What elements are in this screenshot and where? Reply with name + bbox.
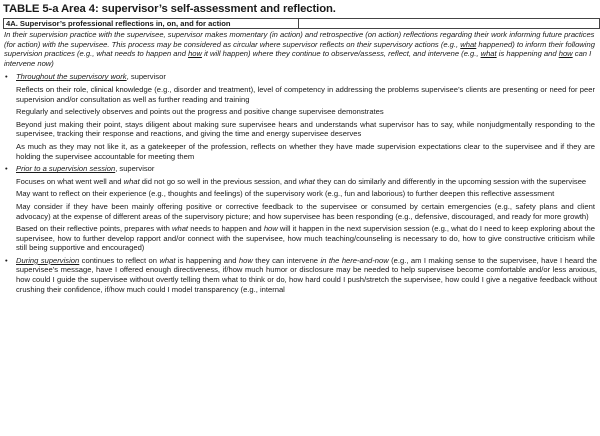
text-run: is happening and [175, 255, 239, 265]
emphasis-here-and-now: in the here-and-now [320, 255, 389, 265]
bullet-dot: • [5, 72, 8, 82]
reflection-item: Regularly and selectively observes and points out the progress and positive change supervisee demonstrates [16, 107, 384, 117]
intro-how-1: how [188, 49, 202, 59]
table-header-cell-2 [299, 19, 600, 29]
bullet-lead: During supervision [16, 255, 80, 265]
intro-how-2: how [558, 49, 573, 59]
emphasis-what: what [298, 176, 315, 186]
bullet-dot: • [5, 164, 8, 174]
intro-text-4: is happening and [496, 49, 559, 59]
bullet-rest: , supervisor [126, 72, 166, 82]
text-run: Focuses on what went well and [16, 176, 124, 186]
text-run: they can do similarly and differently in the upcoming session with the supervisee [314, 176, 587, 186]
emphasis-what: what [159, 255, 176, 265]
reflection-item: May consider if they have been mainly offering positive or corrective feedback to the supervisee or consumed by certain emergencies (e.g., safety plans and client advocacy) at the expense of different areas of the supervisory picture; and how supervisee has been responding (e.g., defensive, discouraged, and ready for more growth) [16, 201, 595, 221]
emphasis-what: what [123, 176, 140, 186]
intro-what-1: what [460, 39, 477, 49]
bullet-lead: Prior to a supervision session [16, 164, 116, 174]
table-title: TABLE 5-a Area 4: supervisor’s self-assessment and reflection. [3, 3, 336, 15]
intro-paragraph [4, 30, 597, 68]
text-run: needs to happen and [188, 224, 264, 234]
text-run: continues to reflect on [79, 255, 160, 265]
reflection-item [16, 177, 597, 187]
reflection-item [16, 224, 597, 253]
intro-text-3: it will happen) where they continue to observe/assess, reflect, and intervene (e.g., [202, 49, 481, 59]
reflection-item: May want to reflect on their experience (e.g., thoughts and feelings) of the supervisory work (e.g., fun and laborious) to further deepen this reflective assessment [16, 189, 555, 199]
intro-text-2: happened) to inform their following supervision practices (e.g., what needs to happen and [4, 39, 595, 59]
table-header [3, 18, 600, 29]
text-run: Based on their reflective points, prepares with [16, 224, 172, 234]
text-run: did not go so well in the previous session, and [139, 176, 299, 186]
text-run: (e.g., am I making sense to the supervisee, have I heard the supervisee’s message, have I offered enough directiveness, if/how much humor or disclosure may be needed to help supervisee become comfortable and/or less anxious, how could I guide the supervisee without overtly telling them what to think or do, how hard could I push/stretch the supervisee, how could I give a negative feedback without crushing their confidence, if/how much could I model transparency (e.g., internal [16, 255, 598, 294]
emphasis-what: what [172, 224, 189, 234]
reflection-item: As much as they may not like it, as a gatekeeper of the profession, reflects on whether they have made supervision expectations clear to the supervisee and if they are holding the supervisee accountable for meeting them [16, 141, 595, 161]
bullet-prior [3, 164, 597, 174]
reflection-item: Reflects on their role, clinical knowledge (e.g., disorder and treatment), level of competency in addressing the problems supervisee’s clients are presenting or need for peer supervision and/or consultation as well as further reading and training [16, 84, 595, 104]
emphasis-how: how [238, 255, 253, 265]
bullet-rest: , supervisor [115, 164, 155, 174]
bullet-dot: • [5, 255, 8, 265]
bullet-during [3, 256, 597, 294]
bullet-throughout [3, 72, 597, 82]
table-header-cell-1: 4A. Supervisor’s professional reflections in, on, and for action [4, 19, 299, 29]
document-page [3, 3, 597, 297]
bullet-lead: Throughout the supervisory work [16, 72, 127, 82]
text-run: they can intervene [252, 255, 321, 265]
reflection-item: Beyond just making their point, stays diligent about making sure supervisee hears and understands what supervisor has to say, while nonjudgmentally responding to the supervisee, tracking their response and reactions, and giving the time and energy supervisee deserves [16, 119, 595, 139]
emphasis-how: how [263, 224, 278, 234]
text-run: will it happen in the next supervision session (e.g., what do I need to keep exploring about the supervisee, how to further develop rapport and/or connect with the supervisee, how much teaching/counseling is necessary to do, how to give constructive criticism while still being supportive and encouraged) [16, 224, 595, 253]
intro-text-1: In their supervision practice with the supervisee, supervisor makes momentary (in action) and retrospective (on action) reflections regarding their work informing future practices (for action) with the supervisee. This process may be considered as circular where supervisor reflects on their supervisory actions (e.g., [4, 30, 595, 49]
intro-text-5: can I intervene now) [4, 49, 592, 68]
intro-what-2: what [480, 49, 497, 59]
